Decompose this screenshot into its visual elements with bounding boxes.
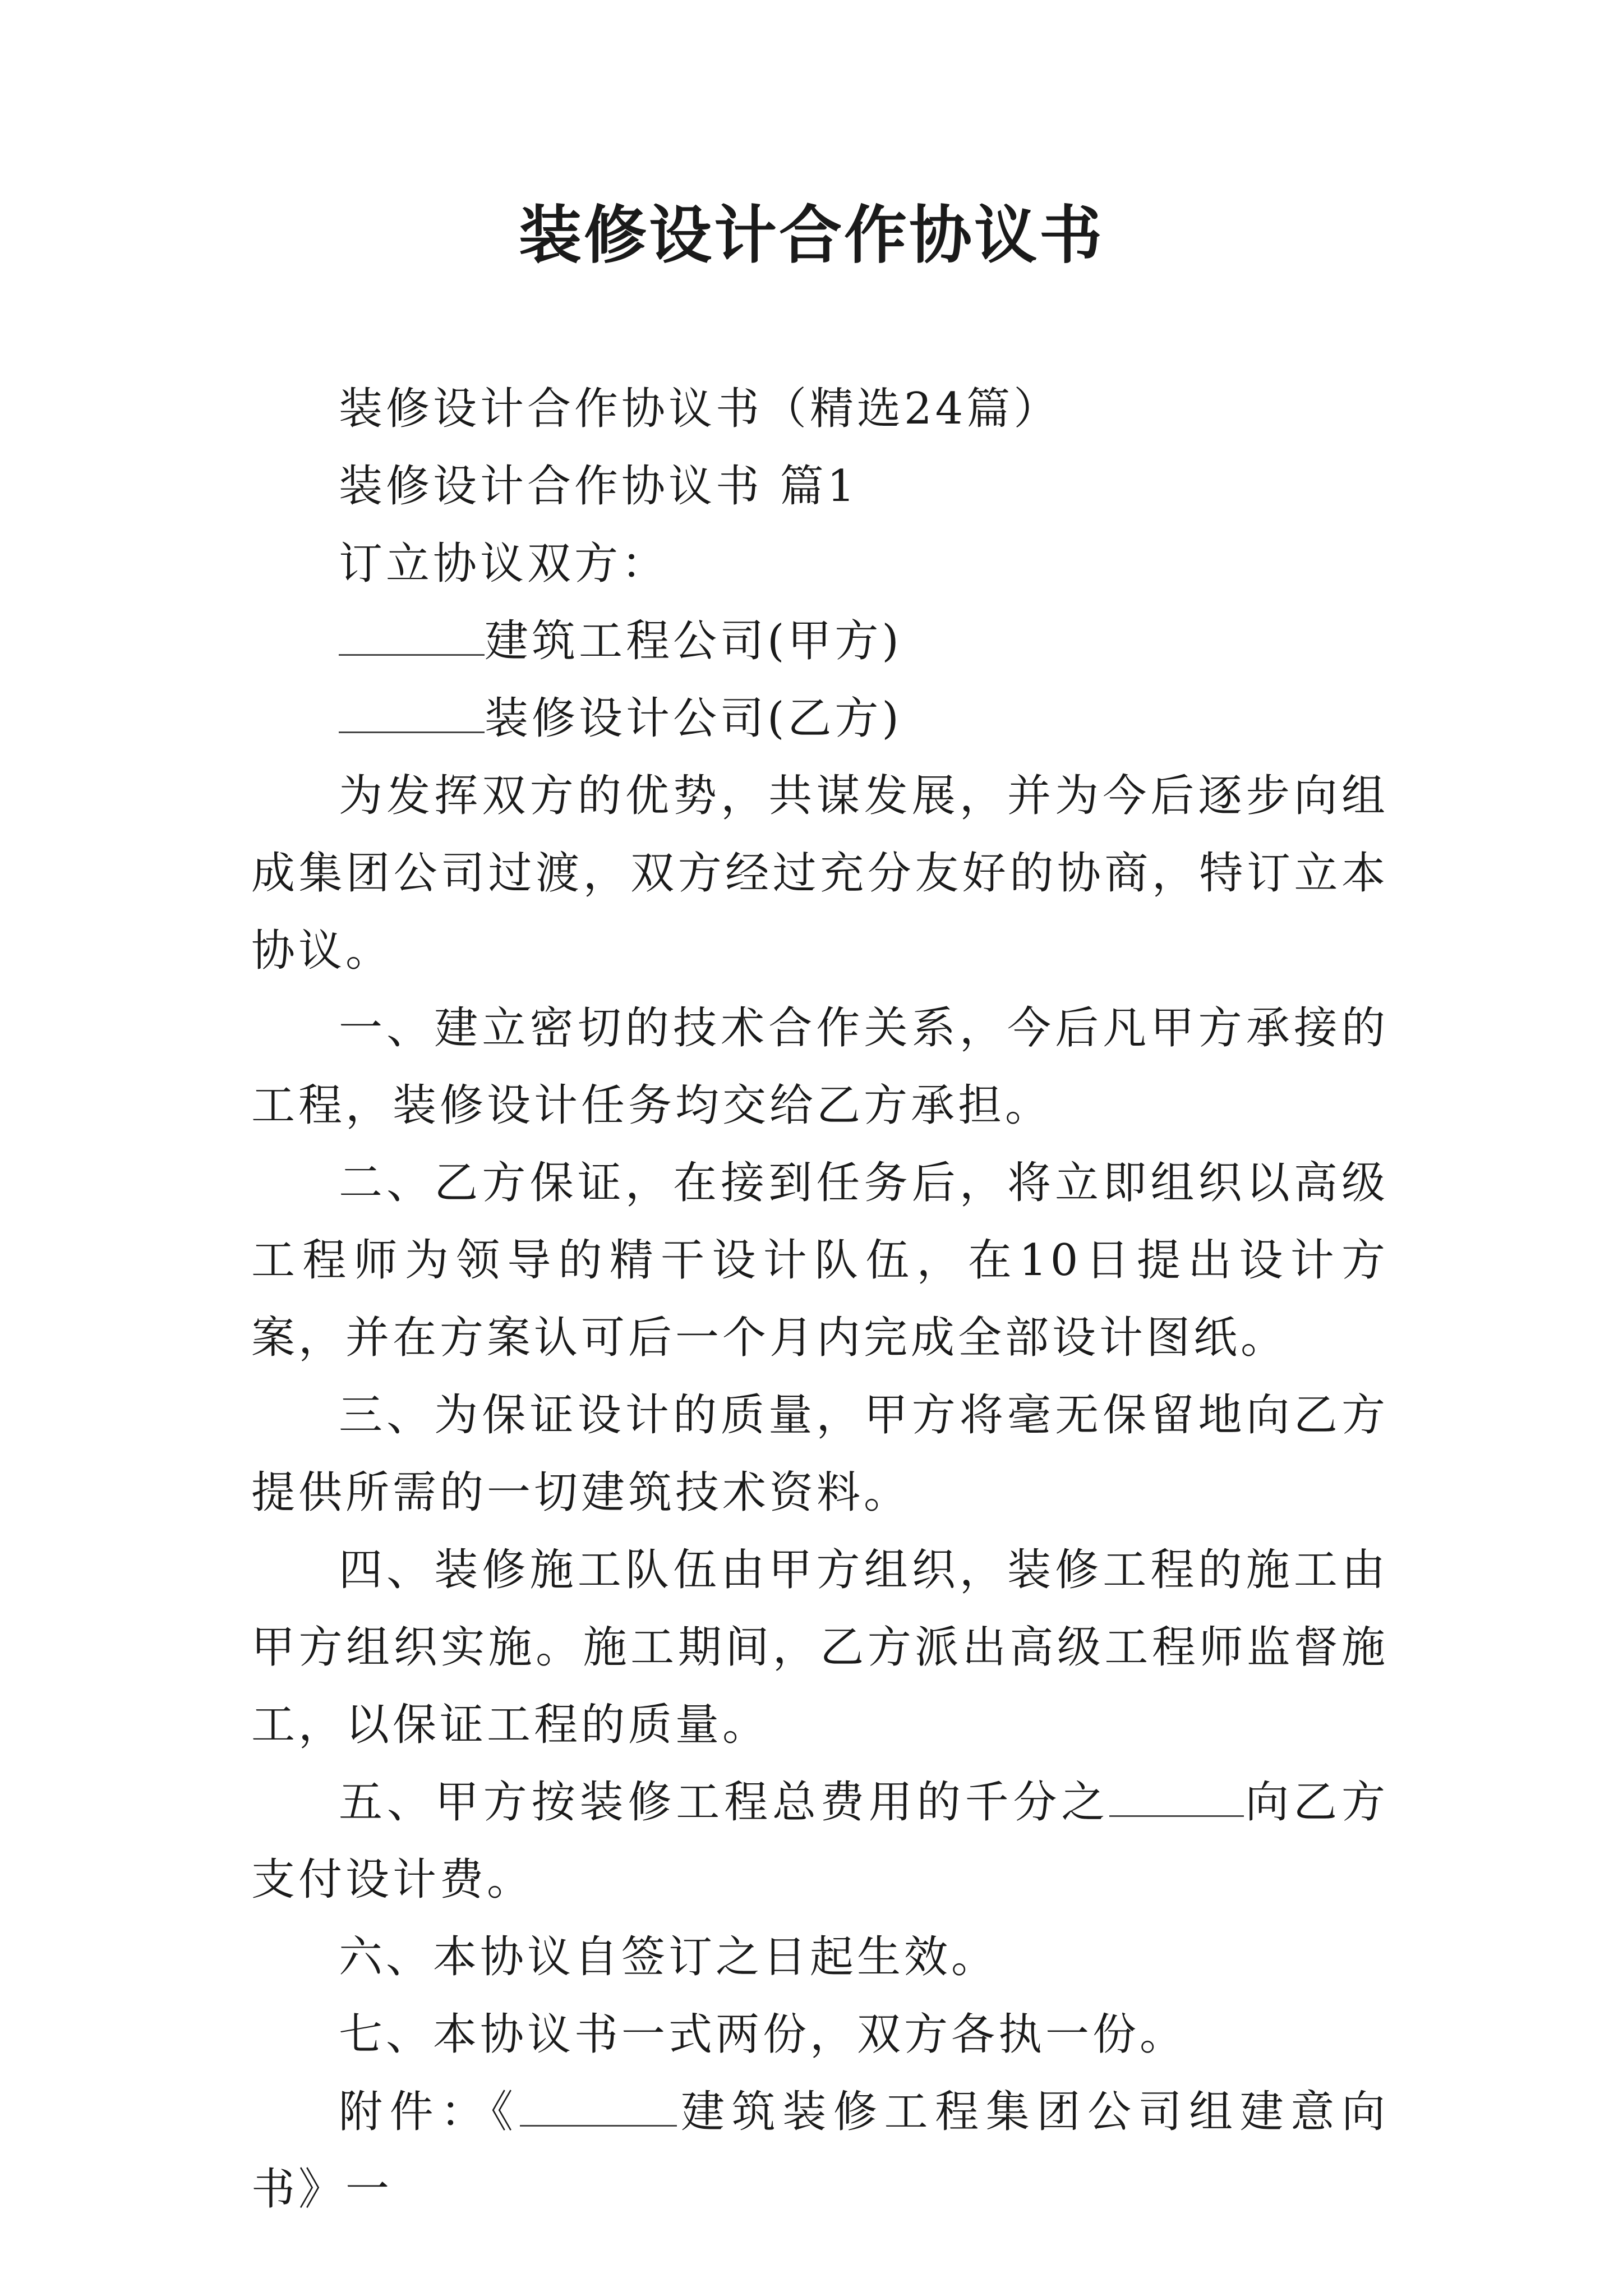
- section-heading: 装修设计合作协议书 篇1: [339, 461, 859, 512]
- attachment: [251, 2073, 1389, 2228]
- clause-7: 七、本协议书一式两份，双方各执一份。: [339, 2009, 1187, 2060]
- attachment-before: 附件：《: [339, 2087, 520, 2137]
- clause-5-before: 五、甲方按装修工程总费用的千分之: [339, 1777, 1110, 1828]
- attachment-after: 建筑装修工程集团公司组建意向书》一: [251, 2087, 1389, 2215]
- clause-1: 一、建立密切的技术合作关系，今后凡甲方承接的工程，装修设计任务均交给乙方承担。: [251, 1003, 1389, 1131]
- clause-5-after: 向乙方支付设计费。: [251, 1777, 1389, 1905]
- blank-line: [1109, 1776, 1244, 1817]
- party-a-text: 建筑工程公司(甲方): [485, 616, 902, 666]
- subtitle: 装修设计合作协议书（精选24篇）: [339, 384, 1061, 434]
- party-b-text: 装修设计公司(乙方): [485, 693, 902, 744]
- intro-paragraph: 为发挥双方的优势，共谋发展，并为今后逐步向组成集团公司过渡，双方经过充分友好的协商，特订立本协议。: [251, 771, 1389, 976]
- party-a: [251, 602, 1389, 680]
- clause-5: [251, 1764, 1389, 1918]
- clause-6: 六、本协议自签订之日起生效。: [339, 1932, 999, 1982]
- clause-3: 三、为保证设计的质量，甲方将毫无保留地向乙方提供所需的一切建筑技术资料。: [251, 1390, 1389, 1518]
- parties-label: 订立协议双方：: [339, 539, 669, 589]
- clause-2: 二、乙方保证，在接到任务后，将立即组织以高级工程师为领导的精干设计队伍，在10日提出设计方案，并在方案认可后一个月内完成全部设计图纸。: [251, 1158, 1389, 1363]
- document-body: [251, 370, 1389, 2228]
- blank-line: [339, 615, 485, 656]
- blank-line: [339, 692, 485, 733]
- blank-line: [520, 2086, 677, 2127]
- party-b: [251, 680, 1389, 757]
- document-title: 装修设计合作协议书: [519, 199, 1104, 272]
- clause-4: 四、装修施工队伍由甲方组织，装修工程的施工由甲方组织实施。施工期间，乙方派出高级工程师监督施工，以保证工程的质量。: [251, 1545, 1389, 1750]
